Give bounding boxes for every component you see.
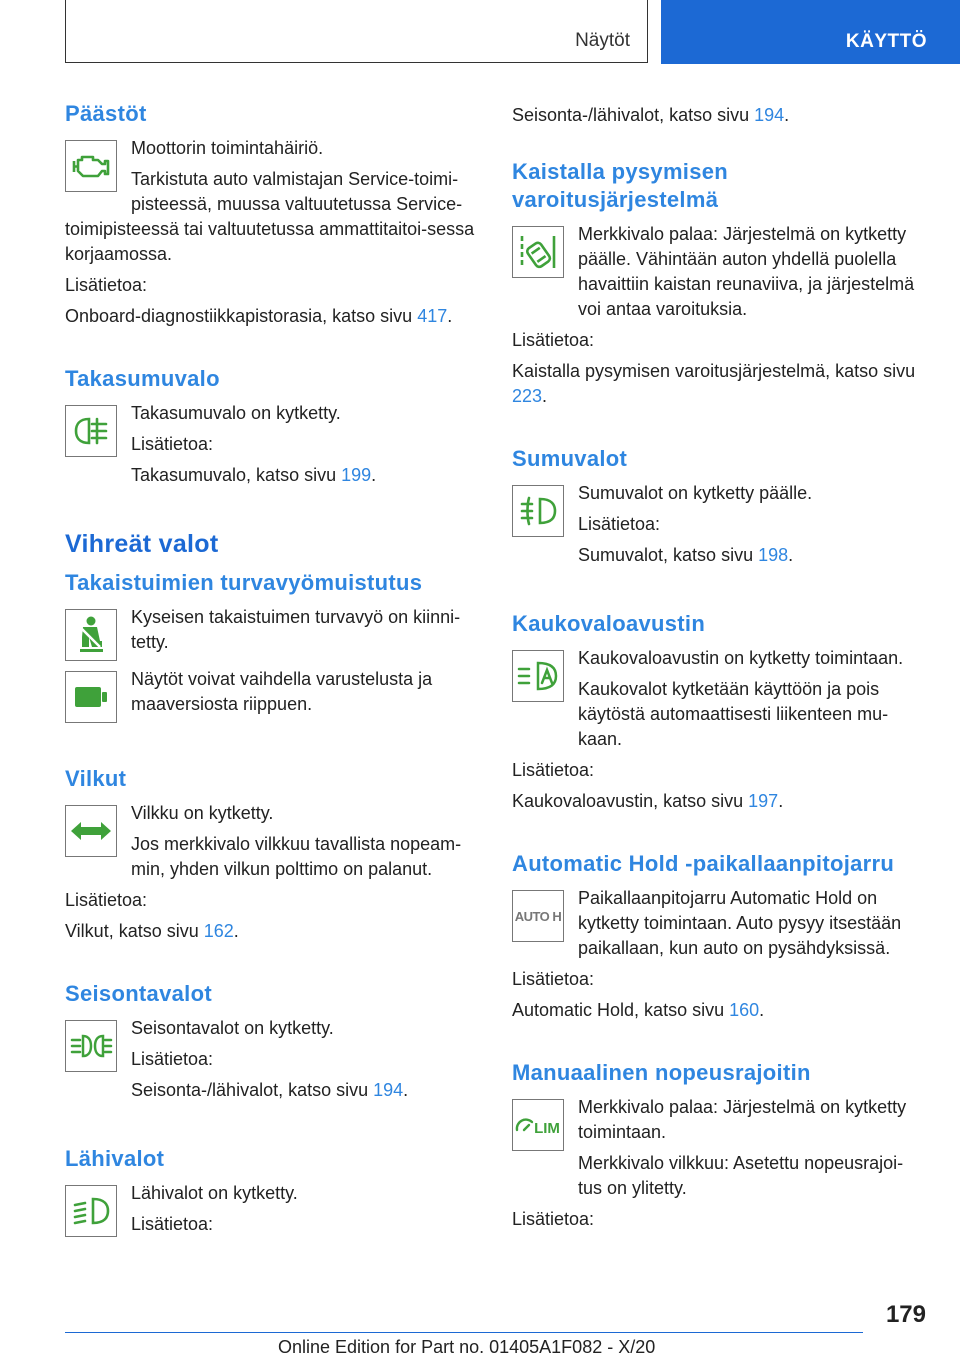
lim-text-2: Merkkivalo vilkkuu: Asetettu nopeusrajoi-tus on ylitetty. [578,1153,904,1198]
header-section: Näytöt [575,30,630,51]
auto-hold-icon: AUTO H [512,890,564,942]
vilkut-ref: Vilkut, katso sivu 162. [65,921,239,941]
section-title-kaista: Kaistalla pysymisen varoitusjärjestelmä [512,159,729,212]
seisontavalot-ref: Seisonta-/lähivalot, katso sivu 194. [131,1080,409,1100]
footer-divider [65,1332,863,1333]
lahivalot-text: Lähivalot on kytketty. [131,1183,298,1203]
page-link[interactable]: 417 [417,306,448,326]
vilkut-more: Lisätietoa: [65,890,148,910]
vilkut-text-2: Jos merkkivalo vilkkuu tavallista nopeam-min, yhden vilkun polttimo on palanut. [131,834,462,879]
takasumuvalo-ref: Takasumuvalo, katso sivu 199. [131,465,377,485]
kauko-text-2: Kaukovalot kytketään käyttöön ja pois käytöstä automaattisesti liikenteen mu-kaan. [578,679,889,749]
seisontavalot-text: Seisontavalot on kytketty. [131,1018,334,1038]
rear-fog-light-icon [65,405,117,457]
section-title-kauko: Kaukovaloavustin [512,611,706,636]
kauko-ref: Kaukovaloavustin, katso sivu 197. [512,791,784,811]
section-title-vilkut: Vilkut [65,766,127,791]
sumuvalot-text: Sumuvalot on kytketty päälle. [578,483,813,503]
section-title-takasumuvalo: Takasumuvalo [65,366,220,391]
page-link[interactable]: 194 [373,1080,404,1100]
footer-edition: Online Edition for Part no. 01405A1F082 - X/20 [278,1337,656,1357]
section-title-paastot: Päästöt [65,101,147,126]
paastot-text-2: Tarkistuta auto valmistajan Service-toimi-pisteessä, muussa valtuutetussa Service-toimipisteessä tai valtuutetussa ammattitaitoi-sessa korjaamossa. [65,169,475,264]
lane-departure-icon [512,226,564,278]
section-title-autohold: Automatic Hold -paikallaanpitojarru [512,851,895,876]
low-beam-icon [65,1185,117,1237]
section-title-seisontavalot: Seisontavalot [65,981,212,1006]
page-link[interactable]: 199 [341,465,372,485]
right-column [512,100,925,1238]
kaista-more: Lisätietoa: [512,330,595,350]
lim-text-1: Merkkivalo palaa: Järjestelmä on kytketty toimintaan. [578,1097,907,1142]
engine-check-icon [65,140,117,192]
page-link[interactable]: 198 [758,545,789,565]
paastot-ref: Onboard-diagnostiikkapistorasia, katso sivu 417. [65,306,453,326]
page-link[interactable]: 223 [512,386,543,406]
speed-limiter-icon: LIM [512,1099,564,1151]
page-link[interactable]: 160 [729,1000,760,1020]
page-link[interactable]: 194 [754,105,785,125]
page-link[interactable]: 162 [203,921,234,941]
sumuvalot-ref: Sumuvalot, katso sivu 198. [578,545,794,565]
turvavyo-text-2: Näytöt voivat vaihdella varustelusta ja maaversiosta riippuen. [131,669,433,714]
kauko-more: Lisätietoa: [512,760,595,780]
page-link[interactable]: 197 [748,791,779,811]
lim-more: Lisätietoa: [512,1209,595,1229]
autohold-text: Paikallaanpitojarru Automatic Hold on kytketty toimintaan. Auto pysyy itsestään paikallaan, kun auto on pysähdyksissä. [578,888,902,958]
kaista-text: Merkkivalo palaa: Järjestelmä on kytketty päälle. Vähintään auton yhdellä puolella havaittiin kaistan reunaviiva, ja järjestelmä voi antaa varoituksia. [578,224,915,319]
left-column [65,100,477,1243]
section-title-lim: Manuaalinen nopeusrajoitin [512,1060,811,1085]
turvavyo-text-1: Kyseisen takaistuimen turvavyö on kiinni-tetty. [131,607,461,652]
header-chapter: KÄYTTÖ [661,0,960,64]
section-title-lahivalot: Lähivalot [65,1146,165,1171]
lahivalot-more: Lisätietoa: [131,1214,214,1234]
kaista-ref: Kaistalla pysymisen varoitusjärjestelmä, katso sivu 223. [512,361,916,406]
autohold-ref: Automatic Hold, katso sivu 160. [512,1000,765,1020]
section-title-sumuvalot: Sumuvalot [512,446,628,471]
seisontavalot-more: Lisätietoa: [131,1049,214,1069]
kauko-text-1: Kaukovaloavustin on kytketty toimintaan. [578,648,904,668]
paastot-text-1: Moottorin toimintahäiriö. [131,138,324,158]
section-title-turvavyo: Takaistuimien turvavyömuistutus [65,570,423,595]
turn-signal-icon [65,805,117,857]
parking-light-icon [65,1020,117,1072]
continued-ref: Seisonta-/lähivalot, katso sivu 194. [512,105,790,125]
header-frame [65,0,648,63]
paastot-more: Lisätietoa: [65,275,148,295]
page-number: 179 [885,1301,926,1328]
seatbelt-icon [65,609,117,661]
sumuvalot-more: Lisätietoa: [578,514,661,534]
high-beam-assist-icon [512,650,564,702]
takasumuvalo-more: Lisätietoa: [131,434,214,454]
vilkut-text-1: Vilkku on kytketty. [131,803,274,823]
front-fog-light-icon [512,485,564,537]
chapter-title-green: Vihreät valot [65,530,219,558]
seatbelt-rear-icon [65,671,117,723]
autohold-more: Lisätietoa: [512,969,595,989]
takasumuvalo-text: Takasumuvalo on kytketty. [131,403,341,423]
